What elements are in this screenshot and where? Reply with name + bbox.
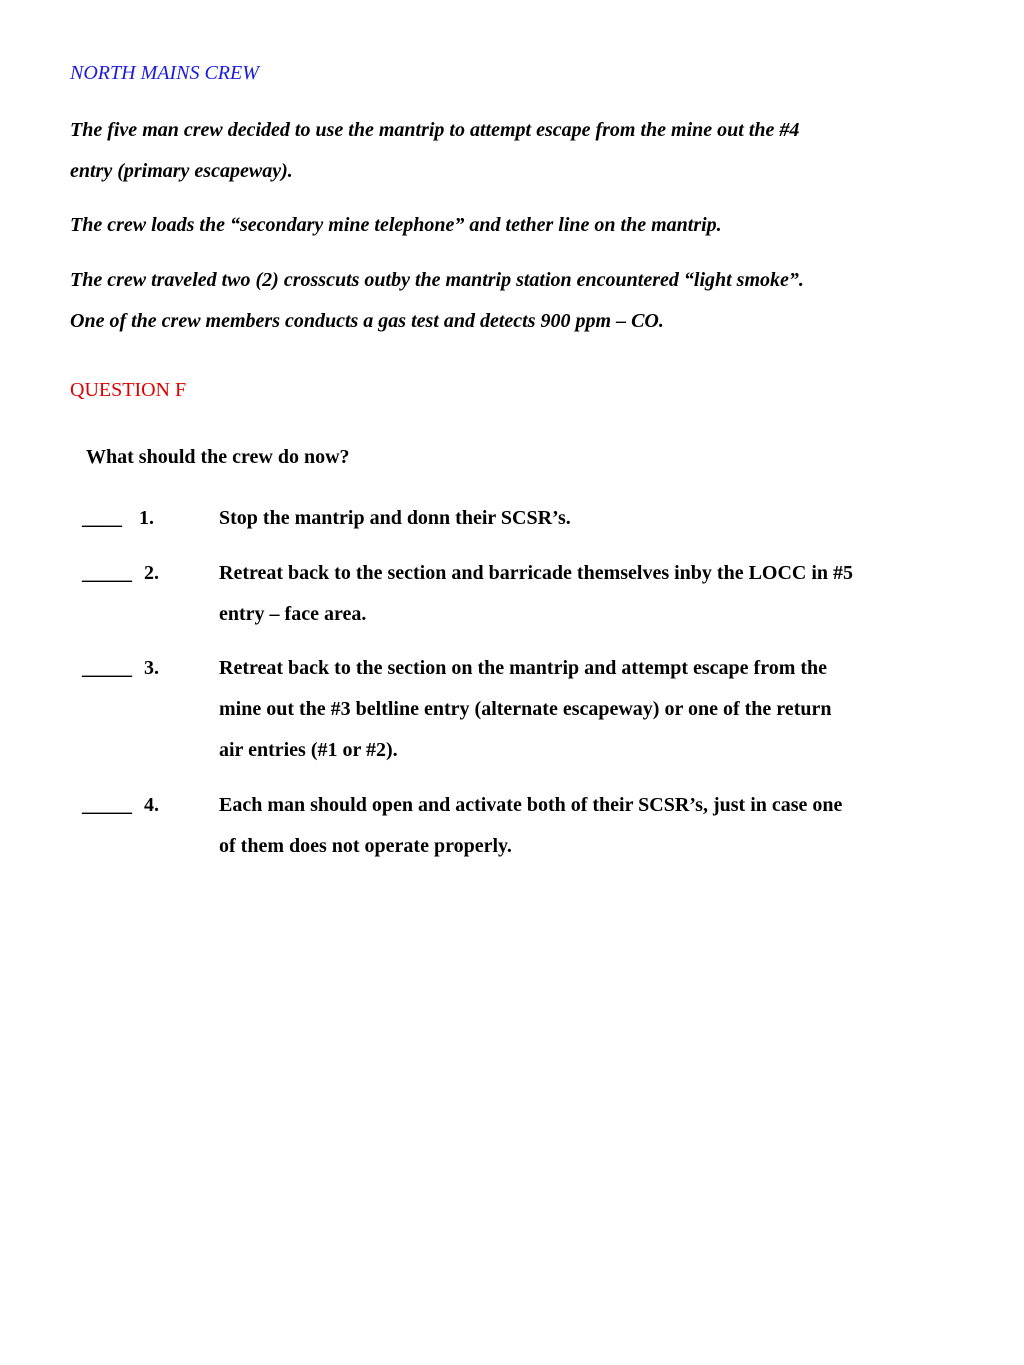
answer-blank[interactable]: _____ <box>82 794 132 816</box>
paragraph-line: The crew loads the “secondary mine telephone” and tether line on the mantrip. <box>70 214 722 236</box>
option-line: entry – face area. <box>219 603 367 625</box>
answer-option-3[interactable] <box>82 648 962 771</box>
answer-option-1[interactable] <box>82 498 962 539</box>
paragraph-line: The crew traveled two (2) crosscuts outby the mantrip station encountered “light smoke”. <box>70 269 804 291</box>
option-number: 4. <box>144 794 159 816</box>
option-number: 3. <box>144 657 159 679</box>
option-number: 2. <box>144 562 159 584</box>
answer-blank[interactable]: ____ <box>82 507 122 529</box>
answer-option-4[interactable] <box>82 785 962 867</box>
option-number: 1. <box>139 507 154 529</box>
paragraph-1 <box>70 110 799 192</box>
answer-blank[interactable]: _____ <box>82 562 132 584</box>
paragraph-line: entry (primary escapeway). <box>70 160 293 182</box>
answer-blank[interactable]: _____ <box>82 657 132 679</box>
section-heading: NORTH MAINS CREW <box>70 62 259 84</box>
option-line: air entries (#1 or #2). <box>219 739 398 761</box>
question-text: What should the crew do now? <box>86 446 350 468</box>
option-line: mine out the #3 beltline entry (alternate escapeway) or one of the return <box>219 698 832 720</box>
option-line: Retreat back to the section on the mantrip and attempt escape from the <box>219 657 828 679</box>
option-line: Each man should open and activate both of their SCSR’s, just in case one <box>219 794 843 816</box>
option-line: of them does not operate properly. <box>219 835 512 857</box>
option-line: Retreat back to the section and barricade themselves inby the LOCC in #5 <box>219 562 854 584</box>
option-line: Stop the mantrip and donn their SCSR’s. <box>219 507 571 529</box>
paragraph-2 <box>70 205 722 246</box>
answer-option-2[interactable] <box>82 553 962 635</box>
paragraph-3 <box>70 260 804 342</box>
paragraph-line: The five man crew decided to use the mantrip to attempt escape from the mine out the #4 <box>70 119 800 141</box>
question-heading: QUESTION F <box>70 379 187 401</box>
paragraph-line: One of the crew members conducts a gas test and detects 900 ppm – CO. <box>70 310 664 332</box>
